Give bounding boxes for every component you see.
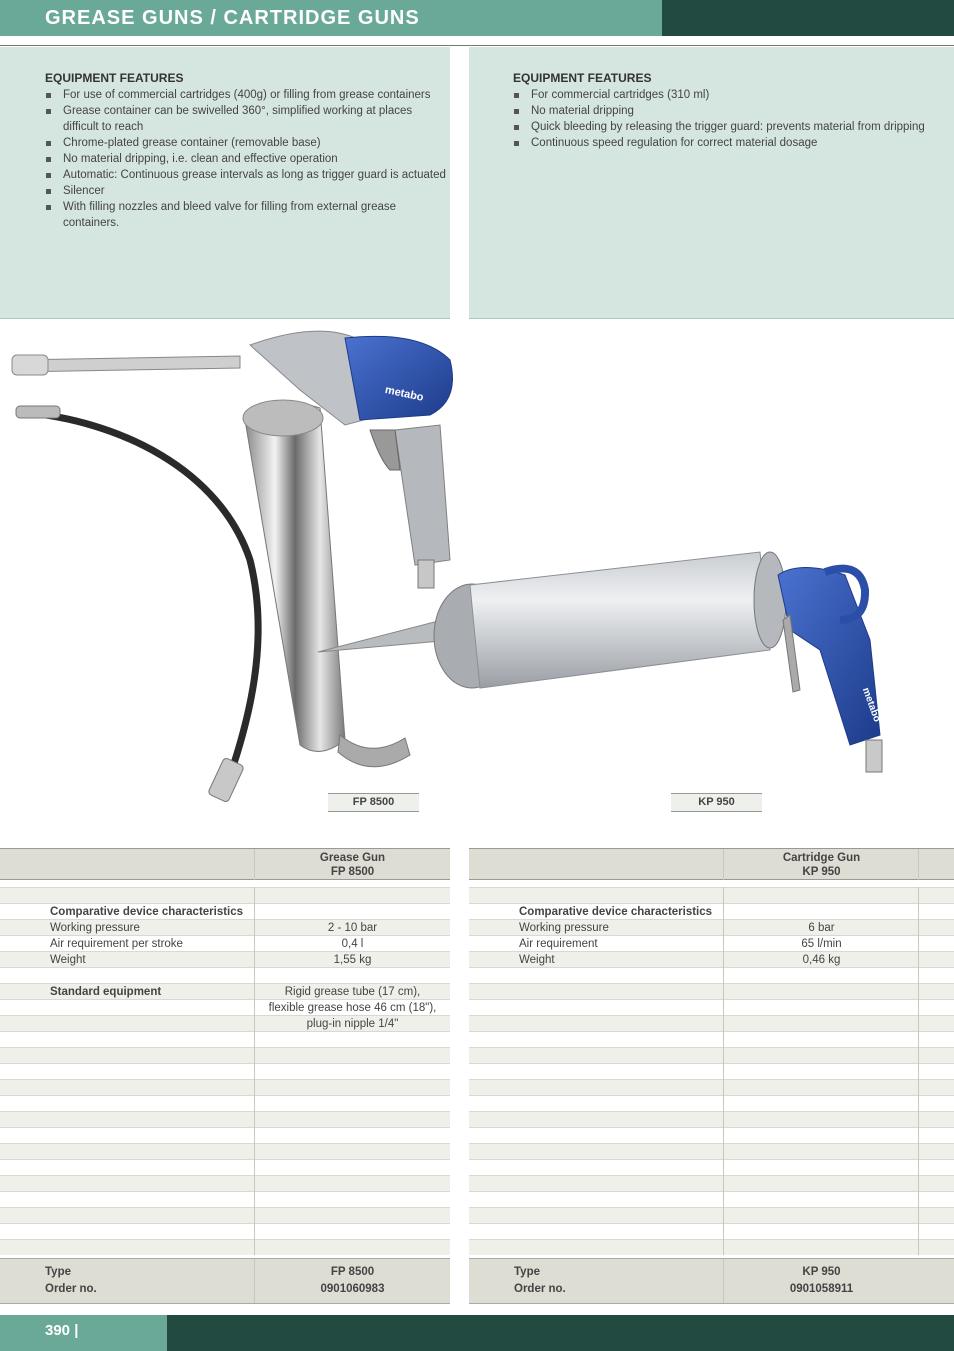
- feature-item: Silencer: [45, 183, 450, 199]
- footer-bar-dark: [167, 1315, 954, 1351]
- product-illustration: [0, 322, 954, 812]
- table-row: [0, 1223, 450, 1239]
- column-divider: [723, 1207, 724, 1223]
- feature-item: For commercial cartridges (310 ml): [513, 87, 954, 103]
- column-divider: [723, 849, 724, 880]
- column-divider: [918, 1191, 919, 1207]
- table-row: [469, 999, 954, 1015]
- panel-edge: [0, 318, 450, 319]
- table-row: [469, 903, 954, 919]
- section-heading: Standard equipment: [50, 986, 162, 998]
- row-value: 1,55 kg: [333, 954, 372, 966]
- row-label: Weight: [50, 954, 86, 966]
- column-divider: [723, 1143, 724, 1159]
- table-row: [0, 1207, 450, 1223]
- page-number: 390 |: [45, 1322, 79, 1339]
- column-divider: [918, 1047, 919, 1063]
- table-row: [0, 903, 450, 919]
- column-divider: [723, 1079, 724, 1095]
- order-label: Order no.: [45, 1283, 97, 1295]
- caption-model: KP 950: [802, 866, 841, 878]
- section-heading: Comparative device characteristics: [519, 906, 713, 918]
- column-divider: [918, 1207, 919, 1223]
- feature-item: For use of commercial cartridges (400g) or filling from grease containers: [45, 87, 450, 103]
- flexible-hose: [20, 412, 258, 790]
- table-row: [0, 1079, 450, 1095]
- column-divider: [723, 1175, 724, 1191]
- table-row: [469, 1143, 954, 1159]
- nozzle: [318, 618, 452, 652]
- table-row: [469, 1207, 954, 1223]
- table-row: [0, 951, 450, 967]
- right-spec-table: [469, 848, 954, 1255]
- table-row: [0, 1031, 450, 1047]
- table-row: [469, 1127, 954, 1143]
- table-row: [0, 1143, 450, 1159]
- column-divider: [723, 1095, 724, 1111]
- column-divider: [254, 1095, 255, 1111]
- right-features-list: [513, 87, 954, 151]
- type-label: Type: [514, 1266, 540, 1278]
- column-divider: [918, 849, 919, 880]
- order-number: 0901058911: [789, 1283, 854, 1295]
- column-divider: [918, 999, 919, 1015]
- table-row: [469, 983, 954, 999]
- table-row: [0, 1063, 450, 1079]
- row-value: 6 bar: [808, 922, 835, 934]
- table-row: [469, 1223, 954, 1239]
- table-row: [0, 1159, 450, 1175]
- column-divider: [254, 1143, 255, 1159]
- left-features-list: [45, 87, 450, 231]
- feature-item: Quick bleeding by releasing the trigger guard: prevents material from dripping: [513, 119, 954, 135]
- table-row: [469, 951, 954, 967]
- table-header: [0, 848, 450, 880]
- table-row: [469, 1175, 954, 1191]
- row-value: plug-in nipple 1/4": [306, 1018, 399, 1030]
- table-row: [0, 919, 450, 935]
- row-label: Working pressure: [519, 922, 609, 934]
- table-row: [0, 935, 450, 951]
- table-row: [0, 1095, 450, 1111]
- column-divider: [254, 903, 255, 919]
- row-label: Weight: [519, 954, 555, 966]
- order-label: Order no.: [514, 1283, 566, 1295]
- column-divider: [254, 1159, 255, 1175]
- column-divider: [254, 849, 255, 880]
- column-divider: [723, 1159, 724, 1175]
- svg-text:metabo: metabo: [859, 686, 883, 724]
- feature-item: Grease container can be swivelled 360°, simplified working at places difficult to reach: [45, 103, 450, 135]
- column-divider: [918, 1143, 919, 1159]
- row-value: 2 - 10 bar: [327, 922, 378, 934]
- table-row: [469, 1111, 954, 1127]
- type-value: FP 8500: [330, 1266, 375, 1278]
- product-label-kp950: KP 950: [671, 793, 762, 812]
- chrome-container: [245, 404, 345, 752]
- table-row: [469, 1095, 954, 1111]
- panel-edge: [469, 318, 954, 319]
- cartridge-tube: [470, 552, 770, 688]
- type-label: Type: [45, 1266, 71, 1278]
- column-divider: [254, 1223, 255, 1239]
- column-divider: [254, 1111, 255, 1127]
- column-divider: [254, 887, 255, 903]
- column-divider: [723, 1063, 724, 1079]
- row-value: 65 l/min: [801, 938, 842, 950]
- left-spec-table: [0, 848, 450, 1255]
- table-row: [469, 1047, 954, 1063]
- column-divider: [723, 887, 724, 903]
- type-value: KP 950: [802, 1266, 841, 1278]
- left-features-panel: [0, 47, 450, 319]
- column-divider: [254, 1079, 255, 1095]
- column-divider: [723, 903, 724, 919]
- column-divider: [254, 1031, 255, 1047]
- column-divider: [918, 1111, 919, 1127]
- column-divider: [254, 1047, 255, 1063]
- column-divider: [723, 983, 724, 999]
- right-order-box: [469, 1258, 954, 1304]
- table-header: [469, 848, 954, 880]
- table-row: [469, 967, 954, 983]
- table-row: [469, 935, 954, 951]
- column-divider: [723, 1239, 724, 1255]
- table-row: [469, 1031, 954, 1047]
- column-divider: [723, 1191, 724, 1207]
- page-title: GREASE GUNS / CARTRIDGE GUNS: [45, 7, 420, 29]
- table-row: [0, 1111, 450, 1127]
- column-divider: [918, 983, 919, 999]
- column-divider: [723, 999, 724, 1015]
- column-divider: [918, 1063, 919, 1079]
- feature-item: No material dripping, i.e. clean and effective operation: [45, 151, 450, 167]
- row-label: Air requirement per stroke: [50, 938, 183, 950]
- left-features-heading: EQUIPMENT FEATURES: [45, 71, 184, 85]
- table-row: [0, 983, 450, 999]
- feature-item: Automatic: Continuous grease intervals as long as trigger guard is actuated: [45, 167, 450, 183]
- feature-item: Chrome-plated grease container (removable base): [45, 135, 450, 151]
- column-divider: [918, 1015, 919, 1031]
- column-divider: [254, 1127, 255, 1143]
- order-number: 0901060983: [320, 1283, 385, 1295]
- footer-bar: [0, 1315, 167, 1351]
- section-heading: Comparative device characteristics: [50, 906, 244, 918]
- table-row: [0, 999, 450, 1015]
- column-divider: [254, 1063, 255, 1079]
- column-caption: [255, 851, 450, 879]
- column-divider: [918, 967, 919, 983]
- column-divider: [918, 1159, 919, 1175]
- column-divider: [723, 1111, 724, 1127]
- table-row: [469, 887, 954, 903]
- table-row: [469, 1079, 954, 1095]
- table-row: [469, 1239, 954, 1255]
- table-row: [0, 1239, 450, 1255]
- column-divider: [918, 1175, 919, 1191]
- column-divider: [723, 1047, 724, 1063]
- row-value: flexible grease hose 46 cm (18"),: [268, 1002, 437, 1014]
- column-divider: [254, 1207, 255, 1223]
- column-divider: [918, 903, 919, 919]
- table-row: [469, 919, 954, 935]
- caption-line: Grease Gun: [319, 852, 386, 864]
- grease-gun-image: [12, 331, 453, 803]
- right-features-panel: [469, 47, 954, 319]
- table-row: [0, 887, 450, 903]
- row-value: 0,4 l: [341, 938, 364, 950]
- svg-text:metabo: metabo: [383, 383, 425, 404]
- left-order-box: [0, 1258, 450, 1304]
- table-row: [0, 1191, 450, 1207]
- column-divider: [254, 1191, 255, 1207]
- product-label-fp8500: FP 8500: [328, 793, 419, 812]
- column-divider: [918, 887, 919, 903]
- table-row: [0, 1127, 450, 1143]
- feature-item: No material dripping: [513, 103, 954, 119]
- table-row: [0, 1047, 450, 1063]
- column-divider: [723, 1031, 724, 1047]
- table-row: [469, 1063, 954, 1079]
- table-row: [469, 1191, 954, 1207]
- caption-line: Cartridge Gun: [782, 852, 861, 864]
- row-value: Rigid grease tube (17 cm),: [284, 986, 421, 998]
- row-value: 0,46 kg: [802, 954, 841, 966]
- column-divider: [918, 1031, 919, 1047]
- feature-item: Continuous speed regulation for correct material dosage: [513, 135, 954, 151]
- header-divider: [0, 45, 954, 46]
- column-divider: [723, 1127, 724, 1143]
- column-divider: [254, 1239, 255, 1255]
- column-divider: [254, 1175, 255, 1191]
- column-divider: [918, 1079, 919, 1095]
- column-divider: [723, 967, 724, 983]
- table-row: [0, 967, 450, 983]
- caption-model: FP 8500: [330, 866, 375, 878]
- table-row: [469, 1159, 954, 1175]
- table-row: [469, 1015, 954, 1031]
- column-divider: [723, 1223, 724, 1239]
- feature-item: With filling nozzles and bleed valve for filling from external grease containers.: [45, 199, 450, 231]
- column-divider: [918, 1127, 919, 1143]
- header-bar-dark: [662, 0, 954, 36]
- column-divider: [918, 1239, 919, 1255]
- column-caption: [724, 851, 919, 879]
- column-divider: [918, 1223, 919, 1239]
- right-features-heading: EQUIPMENT FEATURES: [513, 71, 652, 85]
- column-divider: [254, 967, 255, 983]
- column-divider: [723, 1015, 724, 1031]
- column-divider: [918, 1095, 919, 1111]
- table-row: [0, 1175, 450, 1191]
- row-label: Air requirement: [519, 938, 598, 950]
- table-row: [0, 1015, 450, 1031]
- row-label: Working pressure: [50, 922, 140, 934]
